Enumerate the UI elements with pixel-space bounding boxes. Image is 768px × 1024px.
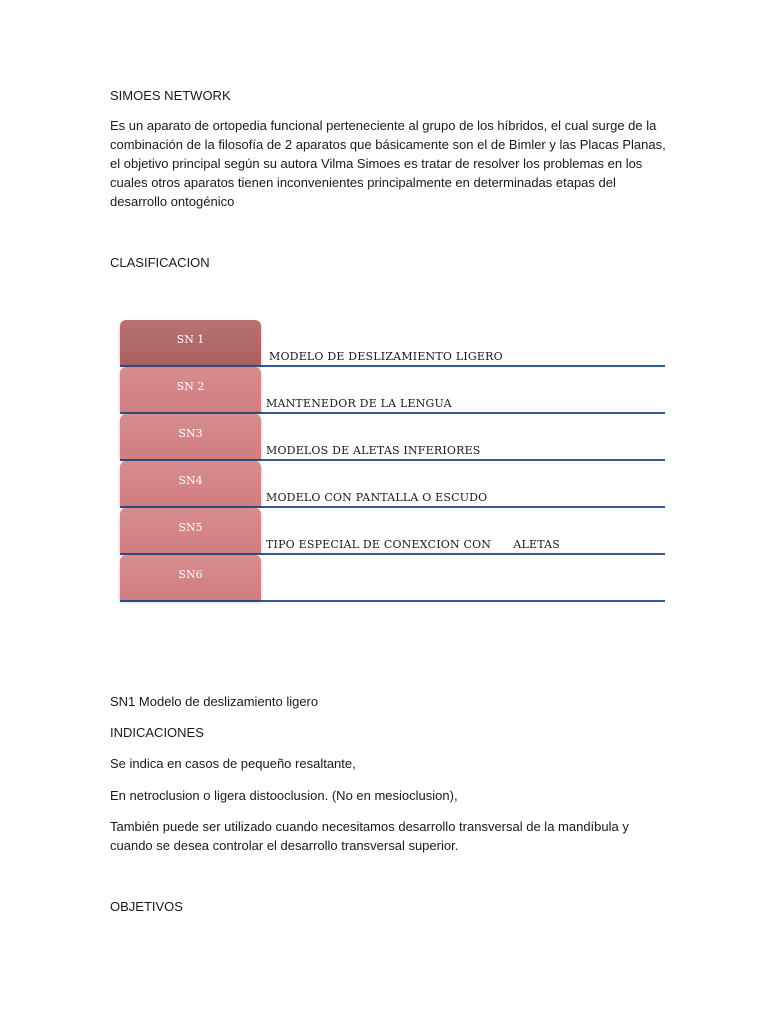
classification-heading: CLASIFICACION [110,255,210,270]
sn1-title: SN1 Modelo de deslizamiento ligero [110,694,319,709]
classification-row-sn3 [120,414,665,461]
row-description: TIPO ESPECIAL DE CONEXCION CON ALETAS [266,538,561,551]
indications-heading: INDICACIONES [110,725,204,740]
tab-sn1: SN 1 [120,320,261,365]
tab-sn6: SN6 [120,555,261,600]
intro-paragraph: Es un aparato de ortopedia funcional perteneciente al grupo de los híbridos, el cual surge de la combinación de la filosofía de 2 aparatos que básicamente son el de Bimler y las Placas Planas, el objetivo principal según su autora Vilma Simoes es tratar de resolver los problemas en los cuales otros aparatos tienen inconvenientes principalmente en determinadas etapas del desarrollo ontogénico [110,118,666,209]
indication-item: Se indica en casos de pequeño resaltante, [110,756,356,771]
objectives-heading: OBJETIVOS [110,899,183,914]
row-description: MODELO CON PANTALLA O ESCUDO [266,491,488,504]
document-heading: SIMOES NETWORK [110,88,231,103]
classification-row-sn1 [120,320,665,367]
row-description: MANTENEDOR DE LA LENGUA [266,397,452,410]
indication-item: También puede ser utilizado cuando necesitamos desarrollo transversal de la mandíbula y cuando se desea controlar el desarrollo transversal superior. [110,819,629,853]
row-description: MODELOS DE ALETAS INFERIORES [266,444,481,457]
classification-row-sn5 [120,508,665,555]
tab-sn2: SN 2 [120,367,261,412]
row-description: MODELO DE DESLIZAMIENTO LIGERO [269,350,503,363]
row-divider [120,600,665,602]
classification-row-sn2 [120,367,665,414]
classification-row-sn6 [120,555,665,602]
indication-item: En netroclusion o ligera distooclusion. (No en mesioclusion), [110,788,458,803]
classification-diagram [120,320,665,605]
tab-sn4: SN4 [120,461,261,506]
classification-row-sn4 [120,461,665,508]
tab-sn3: SN3 [120,414,261,459]
tab-sn5: SN5 [120,508,261,553]
